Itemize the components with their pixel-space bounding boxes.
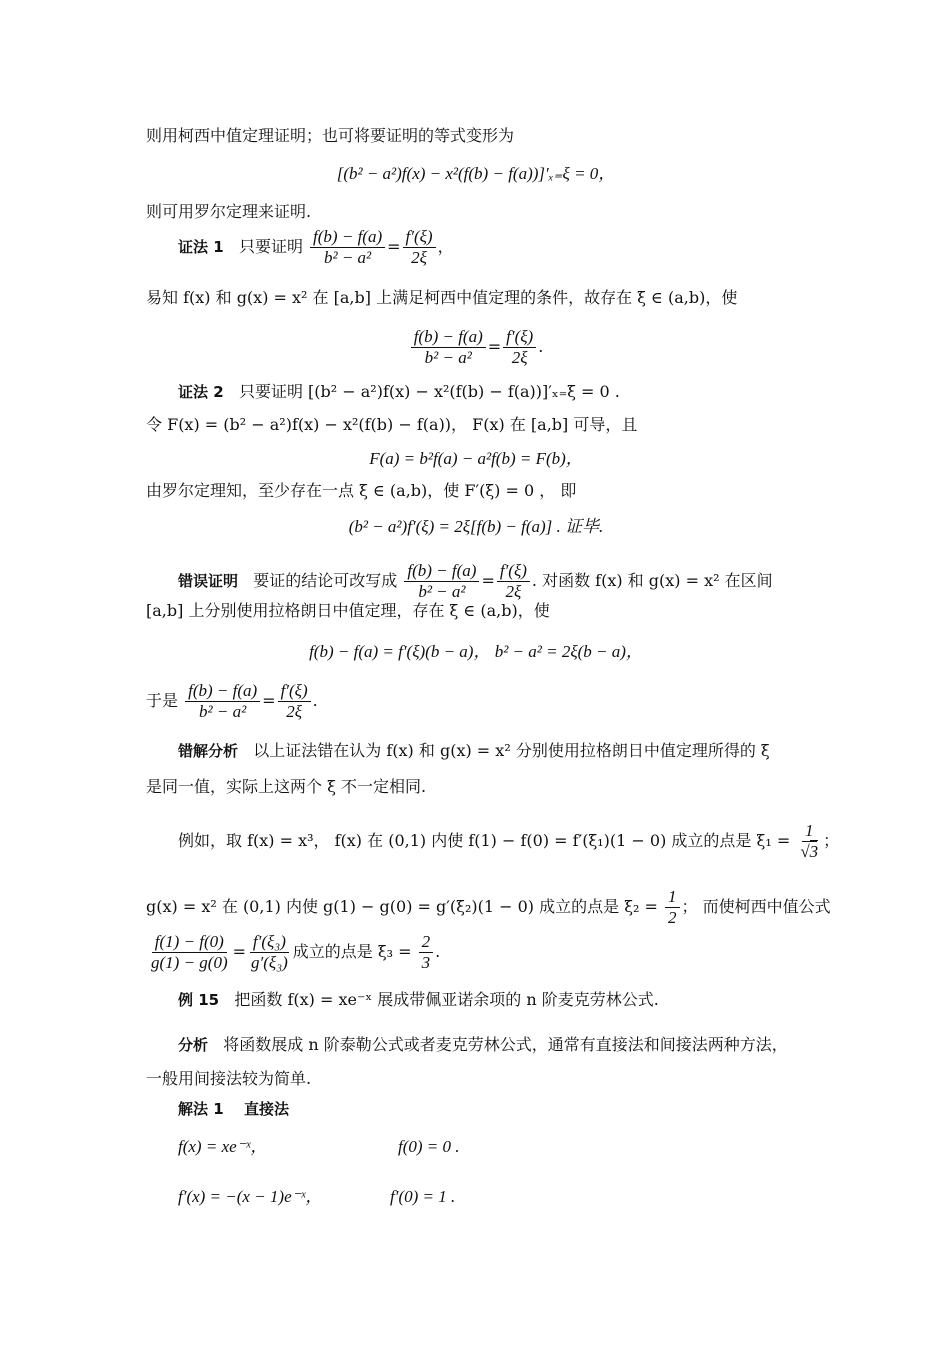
equation-f: f(x) = xe⁻ˣ， [178,1137,268,1156]
text-line-example: 例如，取 f(x) = x³， f(x) 在 (0,1) 内使 f(1) − f(0) = f′(ξ₁)(1 − 0) 成立的点是 ξ₁ = $\frac{1}{√3}$ ； [178,821,840,861]
example-15-line: 例 15 把函数 f(x) = xe⁻ˣ 展成带佩亚诺余项的 n 阶麦克劳林公式. [178,990,659,1009]
text-line-hence: 于是 $\frac{f(b) - f(a)}{\text{b² − a²}}$ = $\frac{f'(\xi)}{2\xi}$ . [146,681,318,721]
analysis-line: 分析 将函数展成 n 阶泰勒公式或者麦克劳林公式，通常有直接法和间接法两种方法， [178,1035,788,1054]
wrong-analysis-label: 错解分析 [178,742,239,760]
wrong-proof-label: 错误证明 [178,572,239,590]
equation-f-prime: f′(x) = −(x − 1)e⁻ˣ， [178,1187,323,1206]
equation-cauchy-result: $\frac{f(b) - f(a)}{\text{b² − a²}}$ = $\frac{f'(\xi)}{2\xi}$ . [0,328,952,367]
text-line-rolle: 由罗尔定理知，至少存在一点 ξ ∈ (a,b)，使 F′(ξ) = 0 ， 即 [146,481,577,500]
proof-2-label: 证法 2 [178,383,224,401]
example-label: 例 15 [178,991,220,1009]
fraction-derivative: $\frac{f'(\xi)}{2\xi}$ [403,228,436,267]
equation-f0: f(0) = 0 . [398,1137,460,1156]
proof-1-line: 证法 1 只要证明 $\frac{f(b) - f(a)}{\text{b² − a²}}$ = $\frac{f'(\xi)}{2\xi}$ ， [178,227,454,267]
equation-f-prime-0: f′(0) = 1 . [390,1187,456,1206]
fraction-cauchy: $\frac{f(b) - f(a)}{\text{b² − a²}}$ [310,228,385,267]
equation-F-values: F(a) = b²f(a) − a²f(b) = F(b)， [369,449,583,468]
solution-1-label: 解法 1 [178,1100,224,1118]
proof-2-line: 证法 2 只要证明 [(b² − a²)f(x) − x²(f(b) − f(a))]′ₓ₌ξ = 0 . [178,382,620,401]
text-line-lagrange: [a,b] 上分别使用拉格朗日中值定理，存在 ξ ∈ (a,b)，使 [146,601,550,620]
solution-1-heading [178,1099,289,1119]
text-line-cauchy-condition: 易知 f(x) 和 g(x) = x² 在 [a,b] 上满足柯西中值定理的条件，故存在 ξ ∈ (a,b)，使 [146,288,738,307]
wrong-proof-line: 错误证明 要证的结论可改写成 $\frac{f(b) - f(a)}{\text{b² − a²}}$ = $\frac{f'(\xi)}{2\xi}$ . 对函数 f(x) 和 g(x) = x² 在区间 [178,561,773,601]
text-line-1: 则用柯西中值定理证明；也可将要证明的等式变形为 [146,126,515,145]
text-line-define-F: 令 F(x) = (b² − a²)f(x) − x²(f(b) − f(a))， F(x) 在 [a,b] 可导，且 [146,415,638,434]
text-line-not-same: 是同一值，实际上这两个 ξ 不一定相同. [146,777,427,796]
text-line-cauchy-point: $\frac{f(1) - f(0)}{g(1) - g(0)}$ = $\frac{\text{f′(ξ₃)}}{\text{g′(ξ₃)}}$ 成立的点是 ξ₃ = $\frac{2}{3}$ . [151,932,441,972]
equation-rolle-form: [(b² − a²)f(x) − x²(f(b) − f(a))]′ₓ₌ξ = 0， [336,164,616,183]
equation-lagrange: f(b) − f(a) = f′(ξ)(b − a)， b² − a² = 2ξ(b − a)， [309,642,643,661]
direct-method-label: 直接法 [244,1100,290,1118]
text-line-g-example: g(x) = x² 在 (0,1) 内使 g(1) − g(0) = g′(ξ₂)(1 − 0) 成立的点是 ξ₂ = $\frac{1}{2}$ ； 而使柯西中值公式 [146,887,831,927]
text-line-3: 则可用罗尔定理来证明. [146,202,312,221]
wrong-analysis-line: 错解分析 以上证法错在认为 f(x) 和 g(x) = x² 分别使用拉格朗日中值定理所得的 ξ [178,741,770,760]
equation-conclusion: (b² − a²)f′(ξ) = 2ξ[f(b) − f(a)] . 证毕. [348,517,604,536]
text-line-simpler: 一般用间接法较为简单. [146,1069,312,1088]
analysis-label: 分析 [178,1036,209,1054]
proof-1-label: 证法 1 [178,238,224,256]
